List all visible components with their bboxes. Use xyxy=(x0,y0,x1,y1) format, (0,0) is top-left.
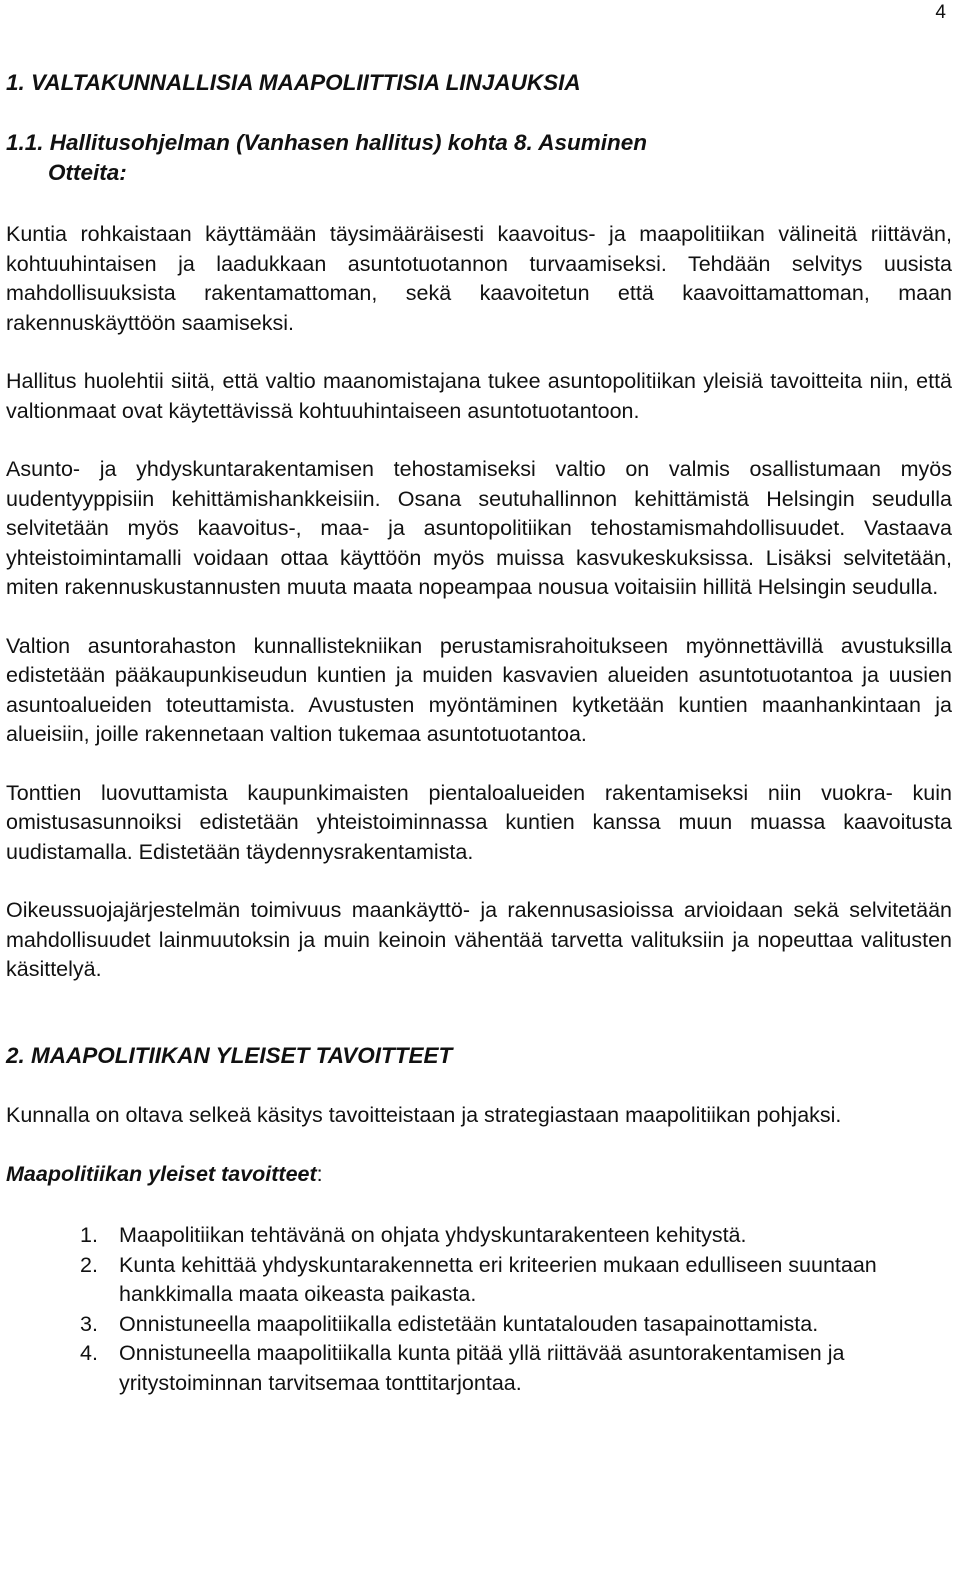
page-number: 4 xyxy=(935,2,946,23)
paragraph-5: Tonttien luovuttamista kaupunkimaisten pientaloalueiden rakentamiseksi niin vuokra- kuin omistusasunnoiksi edistetään yhteistoiminnassa kuntien kanssa muun muassa kaavoitusta uudistamalla. Edistetään täydennysrakentamista. xyxy=(6,780,952,864)
heading-chapter-1: 1. VALTAKUNNALLISIA MAAPOLIITTISIA LINJAUKSIA xyxy=(6,70,581,95)
paragraph-1: Kuntia rohkaistaan käyttämään täysimääräisesti kaavoitus- ja maapolitiikan välineitä riittävän, kohtuuhintaisen ja laadukkaan asuntotuotannon turvaamiseksi. Tehdään selvitys uusista mahdollisuuksista rakentamattoman, sekä kaavoitetun että kaavoittamattoman, maan rakennuskäyttöön saamiseksi. xyxy=(6,222,952,335)
paragraph-3: Asunto- ja yhdyskuntarakentamisen tehostamiseksi valtio on valmis osallistumaan myös uudentyyppisiin kehittämishankkeisiin. Osana seutuhallinnon kehittämistä Helsingin seudulla selvitetään myös kaavoitus-, maa- ja asuntopolitiikan tehostamismahdollisuudet. Vastaava yhteistoimintamalli voidaan ottaa käyttöön myös muissa kasvukeskuksissa. Lisäksi selvitetään, miten rakennuskustannusten muuta maata nopeampaa nousua voitaisiin hillitä Helsingin seudulla. xyxy=(6,457,952,599)
goals-subheading-colon: : xyxy=(316,1162,323,1186)
heading-chapter-2: 2. MAAPOLITIIKAN YLEISET TAVOITTEET xyxy=(6,1042,453,1068)
list-item xyxy=(6,1310,952,1340)
list-item-number: 3. xyxy=(80,1311,98,1336)
goals-subheading-text: Maapolitiikan yleiset tavoitteet xyxy=(6,1162,317,1186)
goals-list xyxy=(6,1221,952,1398)
list-item xyxy=(6,1221,952,1251)
list-item-number: 1. xyxy=(80,1223,98,1247)
list-item xyxy=(6,1251,952,1310)
goals-subheading xyxy=(6,1162,952,1187)
list-item-number: 2. xyxy=(80,1252,98,1277)
list-item-text: Onnistuneella maapolitiikalla kunta pitää yllä riittävää asuntorakentamisen ja yritystoiminnan tarvitsemaa tonttitarjontaa. xyxy=(119,1341,845,1395)
heading-section-1-1-line1: 1.1. Hallitusohjelman (Vanhasen hallitus) kohta 8. Asuminen xyxy=(6,130,647,155)
heading-section-1-1-line2: Otteita: xyxy=(48,160,127,185)
chapter-2-intro: Kunnalla on oltava selkeä käsitys tavoitteistaan ja strategiastaan maapolitiikan pohjaksi. xyxy=(6,1102,842,1127)
list-item-text: Kunta kehittää yhdyskuntarakennetta eri kriteerien mukaan edulliseen suuntaan hankkimalla maata oikeasta paikasta. xyxy=(119,1252,877,1306)
paragraph-4: Valtion asuntorahaston kunnallistekniikan perustamisrahoitukseen myönnettävillä avustuksilla edistetään pääkaupunkiseudun kuntien ja muiden kasvavien alueiden asuntotuotantoa ja uusien asuntoalueiden toteuttamista. Avustusten myöntäminen kytketään kuntien maanhankintaan ja alueisiin, joille rakennetaan valtion tukemaa asuntotuotantoa. xyxy=(6,633,952,746)
list-item-number: 4. xyxy=(80,1341,98,1365)
list-item-text: Maapolitiikan tehtävänä on ohjata yhdyskuntarakenteen kehitystä. xyxy=(119,1223,747,1247)
list-item-text: Onnistuneella maapolitiikalla edistetään kuntatalouden tasapainottamista. xyxy=(119,1311,819,1336)
document-body xyxy=(6,70,952,1398)
heading-section-1-1 xyxy=(6,128,952,188)
paragraph-2: Hallitus huolehtii siitä, että valtio maanomistajana tukee asuntopolitiikan yleisiä tavoitteita niin, että valtionmaat ovat käytettävissä kohtuuhintaiseen asuntotuotantoon. xyxy=(6,369,952,423)
list-item xyxy=(6,1339,952,1398)
paragraph-6: Oikeussuojajärjestelmän toimivuus maankäyttö- ja rakennusasioissa arvioidaan sekä selvitetään mahdollisuudet lainmuutoksin ja muin keinoin vähentää tarvetta valituksiin ja nopeuttaa valitusten käsittelyä. xyxy=(6,898,952,981)
